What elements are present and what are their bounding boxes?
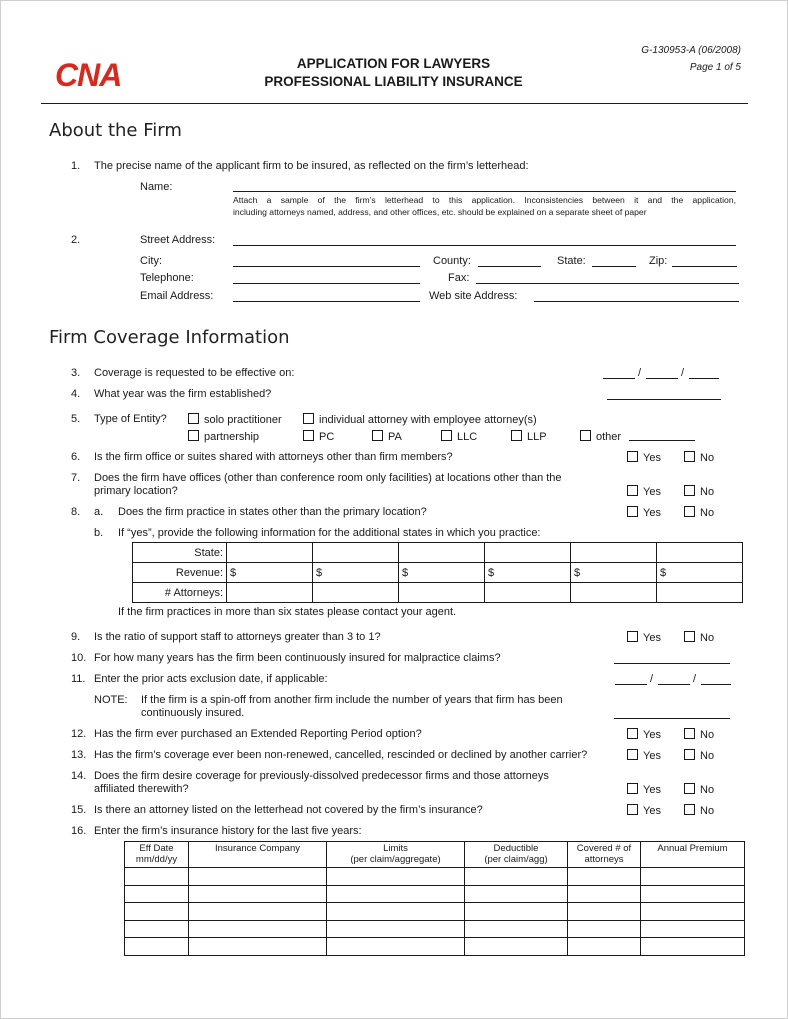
states-row-attorneys — [133, 583, 743, 603]
q16-text: Enter the firm’s insurance history for the last five years: — [94, 825, 362, 837]
q9-number: 9. — [71, 631, 81, 643]
checkbox-icon — [684, 506, 695, 517]
state-label: State: — [557, 255, 586, 267]
q8a-letter: a. — [94, 506, 104, 518]
entity-other-checkbox[interactable] — [580, 430, 621, 443]
state-cell[interactable] — [227, 543, 313, 563]
q11-day-field[interactable] — [658, 684, 690, 685]
checkbox-icon — [188, 413, 199, 424]
q4-number: 4. — [71, 388, 81, 400]
checkbox-icon — [684, 728, 695, 739]
q3-day-field[interactable] — [646, 378, 678, 379]
history-row — [125, 868, 745, 886]
q14-number: 14. — [71, 770, 87, 782]
q12-number: 12. — [71, 728, 87, 740]
q8-number: 8. — [71, 506, 81, 518]
q7-number: 7. — [71, 472, 81, 484]
attorneys-cell[interactable] — [227, 583, 313, 603]
q14-yes-no[interactable] — [627, 783, 715, 796]
entity-pa-checkbox[interactable] — [372, 430, 402, 443]
entity-pc-label: PC — [319, 431, 335, 443]
history-header-row — [125, 842, 745, 868]
history-cell[interactable] — [568, 868, 641, 886]
entity-other-field[interactable] — [629, 440, 695, 441]
no-label: No — [700, 452, 715, 464]
history-cell[interactable] — [327, 938, 465, 956]
checkbox-icon — [627, 485, 638, 496]
q11-number: 11. — [71, 673, 86, 685]
zip-label: Zip: — [649, 255, 668, 267]
coverage-heading: Firm Coverage Information — [49, 327, 290, 348]
history-cell[interactable] — [568, 903, 641, 921]
entity-pa-label: PA — [388, 431, 402, 443]
form-number: G-130953-A (06/2008) — [641, 45, 741, 56]
revenue-cell[interactable]: $ — [399, 563, 485, 583]
history-cell[interactable] — [189, 885, 327, 903]
q8a-no-checkbox[interactable] — [684, 506, 714, 519]
telephone-field[interactable] — [233, 283, 420, 284]
checkbox-icon — [684, 631, 695, 642]
history-cell[interactable] — [465, 903, 568, 921]
history-cell[interactable] — [465, 938, 568, 956]
history-cell[interactable] — [568, 938, 641, 956]
state-field[interactable] — [592, 266, 636, 267]
state-cell[interactable] — [313, 543, 399, 563]
checkbox-icon — [580, 430, 591, 441]
states-row-state — [133, 543, 743, 563]
q4-year-field[interactable] — [607, 399, 721, 400]
entity-llp-label: LLP — [527, 431, 547, 443]
checkbox-icon — [441, 430, 452, 441]
note-text-line2: continuously insured. — [141, 707, 245, 719]
checkbox-icon — [627, 631, 638, 642]
history-cell[interactable] — [189, 903, 327, 921]
about-firm-heading: About the Firm — [49, 120, 182, 141]
q8b-text: If “yes”, provide the following information for the additional states in which you practice: — [118, 527, 541, 539]
form-title-line2: PROFESSIONAL LIABILITY INSURANCE — [264, 74, 523, 89]
city-field[interactable] — [233, 266, 420, 267]
history-cell[interactable] — [125, 868, 189, 886]
no-label: No — [700, 729, 715, 741]
q11-slash-1: / — [650, 673, 654, 685]
yes-label: Yes — [643, 632, 661, 644]
city-label: City: — [140, 255, 162, 267]
q7-yes-checkbox[interactable] — [627, 486, 661, 498]
q12-text: Has the firm ever purchased an Extended Reporting Period option? — [94, 728, 422, 740]
attorneys-cell[interactable] — [313, 583, 399, 603]
q10-number: 10. — [71, 652, 87, 664]
q15-no-checkbox[interactable] — [684, 804, 714, 817]
q13-text: Has the firm’s coverage ever been non-renewed, cancelled, rescinded or declined by another carrier? — [94, 749, 588, 761]
zip-field[interactable] — [672, 266, 737, 267]
history-cell[interactable] — [641, 868, 745, 886]
name-label: Name: — [140, 181, 173, 193]
q6-number: 6. — [71, 451, 81, 463]
no-label: No — [700, 784, 715, 796]
county-label: County: — [433, 255, 471, 267]
q3-number: 3. — [71, 367, 81, 379]
state-row-label: State: — [133, 543, 227, 563]
q5-text: Type of Entity? — [94, 413, 167, 425]
attorneys-cell[interactable] — [399, 583, 485, 603]
yes-label: Yes — [643, 805, 661, 817]
q14-yes-checkbox[interactable] — [627, 784, 661, 796]
history-header-limits: Limits (per claim/aggregate) — [327, 842, 465, 868]
history-cell[interactable] — [641, 903, 745, 921]
history-cell[interactable] — [125, 938, 189, 956]
checkbox-icon — [684, 804, 695, 815]
fax-field[interactable] — [476, 283, 739, 284]
state-cell[interactable] — [571, 543, 657, 563]
q8b-letter: b. — [94, 527, 104, 539]
checkbox-icon — [188, 430, 199, 441]
q3-slash-1: / — [638, 367, 642, 379]
header-divider — [41, 103, 748, 104]
state-cell[interactable] — [657, 543, 743, 563]
q6-text: Is the firm office or suites shared with attorneys other than firm members? — [94, 451, 453, 463]
checkbox-icon — [684, 783, 695, 794]
q9-text: Is the ratio of support staff to attorneys greater than 3 to 1? — [94, 631, 381, 643]
street-label: Street Address: — [140, 234, 216, 246]
note-text-line1: If the firm is a spin-off from another firm include the number of years that firm has been — [141, 694, 563, 706]
no-label: No — [700, 750, 715, 762]
q10-text: For how many years has the firm been continuously insured for malpractice claims? — [94, 652, 501, 664]
q9-no-checkbox[interactable] — [684, 631, 714, 644]
history-cell[interactable] — [327, 920, 465, 938]
q9-yes-checkbox[interactable] — [627, 632, 661, 644]
history-header-covered: Covered # of attorneys — [568, 842, 641, 868]
q7-text-line1: Does the firm have offices (other than conference room only facilities) at locations other than the — [94, 472, 562, 484]
q1-text: The precise name of the applicant firm to be insured, as reflected on the firm’s letterhead: — [94, 160, 529, 172]
revenue-cell[interactable]: $ — [485, 563, 571, 583]
q14-no-checkbox[interactable] — [684, 783, 714, 796]
checkbox-icon — [627, 749, 638, 760]
history-header-eff-date: Eff Date mm/dd/yy — [125, 842, 189, 868]
telephone-label: Telephone: — [140, 272, 194, 284]
revenue-cell[interactable]: $ — [313, 563, 399, 583]
state-cell[interactable] — [485, 543, 571, 563]
history-cell[interactable] — [568, 920, 641, 938]
six-states-note: If the firm practices in more than six states please contact your agent. — [118, 606, 457, 618]
revenue-row-label: Revenue: — [133, 563, 227, 583]
q7-text-line2: primary location? — [94, 485, 178, 497]
q9-yes-no[interactable] — [627, 631, 715, 644]
attorneys-cell[interactable] — [657, 583, 743, 603]
history-cell[interactable] — [189, 868, 327, 886]
states-row-revenue — [133, 563, 743, 583]
q6-yes-checkbox[interactable] — [627, 452, 661, 464]
checkbox-icon — [372, 430, 383, 441]
form-title-line1: APPLICATION FOR LAWYERS — [296, 56, 491, 71]
q15-number: 15. — [71, 804, 87, 816]
entity-partnership-label: partnership — [204, 431, 260, 443]
yes-label: Yes — [643, 784, 661, 796]
history-row — [125, 938, 745, 956]
checkbox-icon — [627, 451, 638, 462]
cna-logo: CNA — [55, 57, 122, 93]
history-cell[interactable] — [125, 903, 189, 921]
q13-no-checkbox[interactable] — [684, 749, 714, 762]
q8a-text: Does the firm practice in states other than the primary location? — [118, 506, 427, 518]
q7-no-checkbox[interactable] — [684, 485, 714, 498]
history-row — [125, 885, 745, 903]
website-label: Web site Address: — [429, 290, 518, 302]
checkbox-icon — [684, 485, 695, 496]
q11-year-field[interactable] — [701, 684, 731, 685]
q3-text: Coverage is requested to be effective on: — [94, 367, 295, 379]
note-label: NOTE: — [94, 694, 128, 706]
q12-yes-checkbox[interactable] — [627, 729, 661, 741]
q11-month-field[interactable] — [615, 684, 647, 685]
page-indicator: Page 1 of 5 — [689, 62, 741, 73]
q14-text-line2: affiliated therewith? — [94, 783, 189, 795]
q3-month-field[interactable] — [603, 378, 635, 379]
q11-text: Enter the prior acts exclusion date, if applicable: — [94, 673, 328, 685]
yes-label: Yes — [643, 507, 661, 519]
q15-yes-no[interactable] — [627, 804, 715, 817]
history-row — [125, 903, 745, 921]
history-cell[interactable] — [327, 868, 465, 886]
q3-year-field[interactable] — [689, 378, 719, 379]
no-label: No — [700, 805, 715, 817]
history-header-company: Insurance Company — [189, 842, 327, 868]
history-cell[interactable] — [641, 885, 745, 903]
attorneys-row-label: # Attorneys: — [133, 583, 227, 603]
history-row — [125, 920, 745, 938]
email-field[interactable] — [233, 301, 420, 302]
name-field[interactable] — [233, 191, 736, 192]
history-cell[interactable] — [125, 885, 189, 903]
q6-yes-no[interactable] — [627, 451, 715, 464]
note-years-field[interactable] — [614, 718, 730, 719]
yes-label: Yes — [643, 486, 661, 498]
history-header-deductible: Deductible (per claim/agg) — [465, 842, 568, 868]
q13-number: 13. — [71, 749, 87, 761]
q14-text-line1: Does the firm desire coverage for previously-dissolved predecessor firms and those attorneys — [94, 770, 549, 782]
attorneys-cell[interactable] — [571, 583, 657, 603]
entity-other-label: other — [596, 431, 622, 443]
yes-label: Yes — [643, 729, 661, 741]
history-cell[interactable] — [125, 920, 189, 938]
website-field[interactable] — [534, 301, 739, 302]
q6-no-checkbox[interactable] — [684, 451, 714, 464]
history-cell[interactable] — [327, 903, 465, 921]
history-cell[interactable] — [327, 885, 465, 903]
fax-label: Fax: — [448, 272, 470, 284]
history-cell[interactable] — [641, 938, 745, 956]
history-cell[interactable] — [189, 938, 327, 956]
q10-years-field[interactable] — [614, 663, 730, 664]
q2-number: 2. — [71, 234, 81, 246]
history-cell[interactable] — [465, 885, 568, 903]
revenue-cell[interactable]: $ — [657, 563, 743, 583]
history-cell[interactable] — [465, 920, 568, 938]
q5-number: 5. — [71, 413, 81, 425]
county-field[interactable] — [478, 266, 541, 267]
checkbox-icon — [684, 451, 695, 462]
checkbox-icon — [627, 804, 638, 815]
checkbox-icon — [627, 783, 638, 794]
email-label: Email Address: — [140, 290, 214, 302]
q15-yes-checkbox[interactable] — [627, 805, 661, 817]
q12-no-checkbox[interactable] — [684, 728, 714, 741]
q15-text: Is there an attorney listed on the letterhead not covered by the firm’s insurance? — [94, 804, 483, 816]
q7-yes-no[interactable] — [627, 485, 715, 498]
checkbox-icon — [627, 506, 638, 517]
no-label: No — [700, 632, 715, 644]
history-cell[interactable] — [465, 868, 568, 886]
q12-yes-no[interactable] — [627, 728, 715, 741]
attorneys-cell[interactable] — [485, 583, 571, 603]
checkbox-icon — [511, 430, 522, 441]
entity-llc-label: LLC — [457, 431, 478, 443]
q1-number: 1. — [71, 160, 81, 172]
attach-note-line1: Attach a sample of the firm’s letterhead to this application. Inconsistencies between it and the application, — [233, 195, 736, 205]
history-cell[interactable] — [189, 920, 327, 938]
q8a-yes-no[interactable] — [627, 506, 715, 519]
entity-individual-checkbox[interactable] — [303, 413, 537, 426]
q11-slash-2: / — [693, 673, 697, 685]
no-label: No — [700, 486, 715, 498]
yes-label: Yes — [643, 750, 661, 762]
history-cell[interactable] — [568, 885, 641, 903]
no-label: No — [700, 507, 715, 519]
additional-states-table — [132, 542, 743, 603]
entity-llc-checkbox[interactable] — [441, 430, 477, 443]
checkbox-icon — [303, 413, 314, 424]
entity-individual-label: individual attorney with employee attorney(s) — [319, 414, 537, 426]
entity-partnership-checkbox[interactable] — [188, 430, 259, 443]
history-header-premium: Annual Premium — [641, 842, 745, 868]
checkbox-icon — [684, 749, 695, 760]
attach-note-line2: including attorneys named, address, and other offices, etc. should be explained on a separate sheet of paper — [233, 207, 647, 217]
q13-yes-no[interactable] — [627, 749, 715, 762]
checkbox-icon — [627, 728, 638, 739]
state-cell[interactable] — [399, 543, 485, 563]
q8a-yes-checkbox[interactable] — [627, 507, 661, 519]
history-cell[interactable] — [641, 920, 745, 938]
entity-pc-checkbox[interactable] — [303, 430, 334, 443]
street-field[interactable] — [233, 245, 736, 246]
q3-slash-2: / — [681, 367, 685, 379]
yes-label: Yes — [643, 452, 661, 464]
q13-yes-checkbox[interactable] — [627, 750, 661, 762]
entity-solo-label: solo practitioner — [204, 414, 282, 426]
entity-solo-checkbox[interactable] — [188, 413, 282, 426]
revenue-cell[interactable]: $ — [571, 563, 657, 583]
checkbox-icon — [303, 430, 314, 441]
entity-llp-checkbox[interactable] — [511, 430, 547, 443]
q16-number: 16. — [71, 825, 87, 837]
insurance-history-table — [124, 841, 745, 956]
q4-text: What year was the firm established? — [94, 388, 272, 400]
revenue-cell[interactable]: $ — [227, 563, 313, 583]
